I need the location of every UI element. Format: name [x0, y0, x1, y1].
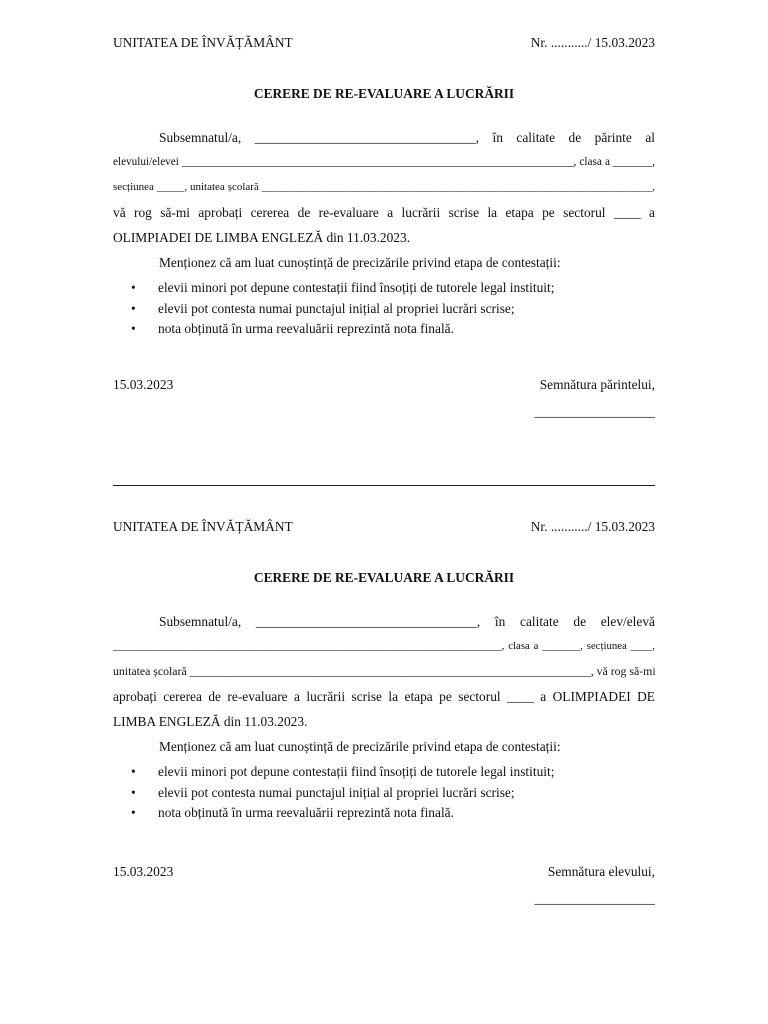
- bullet-icon: •: [131, 280, 136, 295]
- registration-number: Nr. .........../ 15.03.2023: [530, 35, 655, 50]
- request-line-5: OLIMPIADEI DE LIMBA ENGLEZĂ din 11.03.2023.: [113, 230, 411, 245]
- form-title: CERERE DE RE-EVALUARE A LUCRĂRII: [253, 570, 515, 585]
- signature-row: [113, 863, 655, 881]
- student-request-form: [113, 518, 655, 908]
- form-header: [113, 518, 655, 536]
- acknowledgement-note: Menționez că am luat cunoștință de precizările privind etapa de contestații:: [159, 739, 561, 754]
- form-header: [113, 34, 655, 52]
- list-item: [113, 299, 655, 320]
- parent-request-form: [113, 34, 655, 421]
- request-line-1: Subsemnatul/a, _________________________________, în calitate de elev/elevă: [159, 614, 655, 629]
- signature-line: __________________: [534, 890, 655, 906]
- institution-label: UNITATEA DE ÎNVĂȚĂMÂNT: [113, 519, 293, 534]
- list-item-text: nota obținută în urma reevaluării reprezintă nota finală.: [158, 321, 454, 336]
- list-item: [113, 783, 655, 804]
- acknowledgement-note: Menționez că am luat cunoștință de precizările privind etapa de contestații:: [159, 255, 561, 270]
- request-line-4: aprobați cererea de re-evaluare a lucrării scrise la etapa pe sectorul ____ a OLIMPIADEI DE: [113, 689, 655, 704]
- bullet-icon: •: [131, 784, 136, 800]
- cut-line-divider: [113, 485, 655, 486]
- signature-line: __________________: [534, 403, 655, 419]
- bullet-icon: •: [131, 764, 136, 779]
- list-item-text: nota obținută în urma reevaluării reprezintă nota finală.: [158, 805, 454, 820]
- list-item-text: elevii minori pot depune contestații fiind însoțiți de tutorele legal instituit;: [158, 280, 555, 295]
- request-line-4: vă rog să-mi aprobați cererea de re-evaluare a lucrării scrise la etapa pe sectorul ____ a: [113, 205, 655, 220]
- list-item: [113, 803, 655, 824]
- conditions-list: [113, 278, 655, 340]
- form-date: 15.03.2023: [113, 376, 174, 392]
- bullet-icon: •: [131, 805, 136, 820]
- request-line-5: LIMBA ENGLEZĂ din 11.03.2023.: [113, 714, 308, 729]
- list-item: [113, 319, 655, 340]
- form-title: CERERE DE RE-EVALUARE A LUCRĂRII: [253, 86, 515, 101]
- list-item: [113, 278, 655, 299]
- list-item: [113, 762, 655, 783]
- request-line-2: elevului/elevei ______________________________________________________________________, clasa a _______,: [113, 156, 655, 168]
- bullet-icon: •: [131, 321, 136, 336]
- request-line-3: secțiunea _____, unitatea școlară _______________________________________________________________________,: [113, 181, 655, 193]
- request-body: [113, 609, 655, 824]
- list-item-text: elevii minori pot depune contestații fiind însoțiți de tutorele legal instituit;: [158, 764, 555, 779]
- request-body: [113, 125, 655, 340]
- list-item-text: elevii pot contesta numai punctajul inițial al propriei lucrări scrise;: [158, 784, 515, 800]
- list-item-text: elevii pot contesta numai punctajul inițial al propriei lucrări scrise;: [158, 300, 515, 316]
- conditions-list: [113, 762, 655, 824]
- signature-label: Semnătura părintelui,: [539, 376, 655, 392]
- request-line-3: unitatea școlară ____________________________________________________________________, vă rog să-mi: [113, 664, 656, 678]
- institution-label: UNITATEA DE ÎNVĂȚĂMÂNT: [113, 35, 293, 50]
- registration-number: Nr. .........../ 15.03.2023: [530, 519, 655, 534]
- form-date: 15.03.2023: [113, 863, 174, 879]
- request-line-1: Subsemnatul/a, _________________________________, în calitate de părinte al: [159, 130, 655, 145]
- signature-label: Semnătura elevului,: [547, 863, 655, 879]
- signature-row: [113, 376, 655, 394]
- bullet-icon: •: [131, 300, 136, 316]
- request-line-2: ________________________________________________________________________, clasa a _______, secțiunea ____,: [113, 640, 655, 652]
